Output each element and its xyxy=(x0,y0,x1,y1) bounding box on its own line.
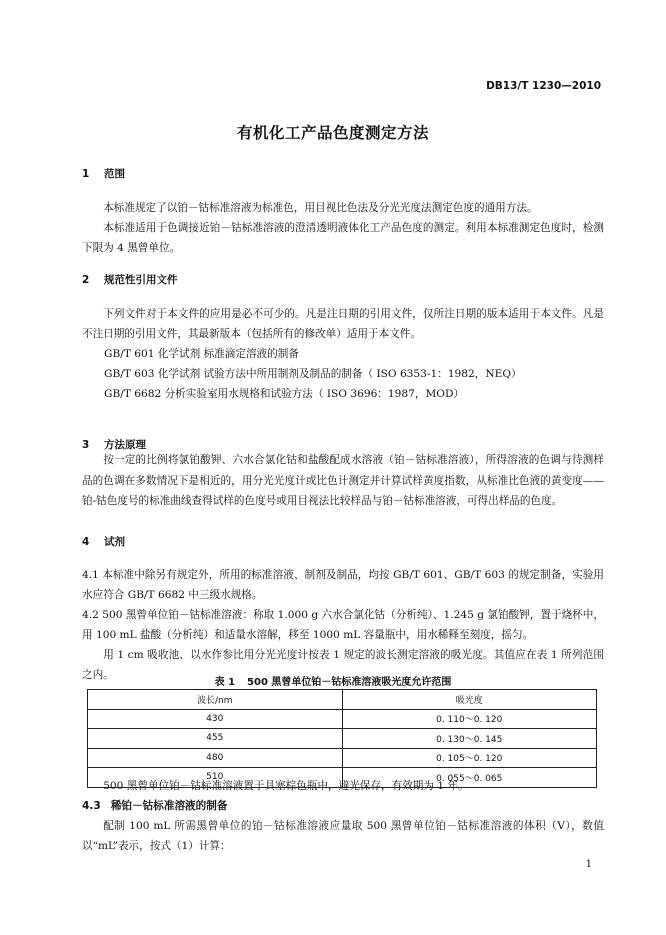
section-title: 方法原理 xyxy=(104,439,146,451)
clause-title: 稀铂－钴标准溶液的制备 xyxy=(110,800,228,812)
clause-4-3-paragraph: 配制 100 mL 所需黑曾单位的铂－钴标准溶液应量取 500 黑曾单位铂－钴标准溶液的体积（V），数值以“mL”表示，按式（1）计算： xyxy=(82,820,604,852)
wavelength-cell: 510 xyxy=(88,768,343,788)
standard-code: DB13/T 1230—2010 xyxy=(486,80,601,92)
absorbance-cell: 0. 105～0. 120 xyxy=(342,748,597,768)
page-number: 1 xyxy=(585,859,592,870)
section-2-paragraph: 下列文件对于本文件的应用是必不可少的。凡是注日期的引用文件，仅所注日期的版本适用于本文件。凡是不注日期的引用文件，其最新版本（包括所有的修改单）适用于本文件。 xyxy=(82,308,604,340)
clause-4-3-heading xyxy=(82,796,604,816)
section-2-heading xyxy=(82,272,178,287)
reference-item: GB/T 603 化学试剂 试验方法中所用制剂及制品的制备（ ISO 6353-1：1982，NEQ） xyxy=(104,368,522,380)
column-header-wavelength: 波长/nm xyxy=(88,690,343,710)
clause-4-2-measurement: 用 1 cm 吸收池、以水作参比用分光光度计按表 1 规定的波长测定溶液的吸光度。其值应在表 1 所列范围之内。 xyxy=(82,649,604,681)
section-number: 2 xyxy=(82,274,90,286)
section-1-paragraph-1: 本标准规定了以铂－钴标准溶液为标准色，用目视比色法及分光光度法测定色度的通用方法。 xyxy=(103,202,538,214)
section-3-paragraph: 按一定的比例将氯铂酸钾、六水合氯化钴和盐酸配成水溶液（铂－钴标准溶液），所得溶液的色调与待测样品的色调在多数情况下是相近的，用分光光度计或比色计测定并计算试样黄度指数，从标准比色液的黄变度——铂-钴色度号的标准曲线查得试样的色度号或用目视法比较样品与铂－钴标准溶液，可得出样品的色度。 xyxy=(82,454,604,507)
absorbance-cell: 0. 055～0. 065 xyxy=(342,768,597,788)
reference-item: GB/T 601 化学试剂 标准滴定溶液的制备 xyxy=(104,348,299,360)
clause-number: 4.3 xyxy=(82,800,101,812)
section-number: 4 xyxy=(82,536,90,548)
absorbance-table xyxy=(87,689,597,788)
absorbance-cell: 0. 110～0. 120 xyxy=(342,709,597,729)
table-label: 表 1 xyxy=(214,677,236,688)
section-title: 范围 xyxy=(104,168,125,180)
clause-4-2: 4.2 500 黑曾单位铂－钴标准溶液：称取 1.000 g 六水合氯化钴（分析纯）、1.245 g 氯铂酸钾，置于烧杯中，用 100 mL 盐酸（分析纯）和适量水溶解，移至 1000 mL 容量瓶中，用水稀释至刻度，摇匀。 xyxy=(82,609,604,641)
table-header-row xyxy=(88,690,597,710)
wavelength-cell: 455 xyxy=(88,729,343,749)
document-title: 有机化工产品色度测定方法 xyxy=(236,124,429,142)
section-1-heading xyxy=(82,166,125,181)
section-title: 规范性引用文件 xyxy=(104,274,178,286)
section-1-paragraph-2: 本标准适用于色调接近铂－钴标准溶液的澄清透明液体化工产品色度的测定。利用本标准测定色度时，检测下限为 4 黑曾单位。 xyxy=(82,222,604,254)
storage-note: 500 黑曾单位铂－钴标准溶液置于具塞棕色瓶中，避光保存，有效期为 1 年。 xyxy=(103,780,469,792)
table-1-caption xyxy=(0,673,666,688)
wavelength-cell: 480 xyxy=(88,748,343,768)
table-row xyxy=(88,748,597,768)
reference-item: GB/T 6682 分析实验室用水规格和试验方法（ ISO 3696：1987，MOD） xyxy=(104,388,465,400)
table-row xyxy=(88,729,597,749)
table-caption-text: 500 黑曾单位铂－钴标准溶液吸光度允许范围 xyxy=(247,677,452,688)
section-number: 1 xyxy=(82,168,90,180)
column-header-absorbance: 吸光度 xyxy=(342,690,597,710)
section-4-heading xyxy=(82,534,125,549)
section-number: 3 xyxy=(82,439,90,451)
clause-4-1: 4.1 本标准中除另有规定外，所用的标准溶液、制剂及制品，均按 GB/T 601、GB/T 603 的规定制备，实验用水应符合 GB/T 6682 中三级水规格。 xyxy=(82,569,604,601)
table-row xyxy=(88,709,597,729)
section-title: 试剂 xyxy=(104,536,125,548)
absorbance-cell: 0. 130～0. 145 xyxy=(342,729,597,749)
wavelength-cell: 430 xyxy=(88,709,343,729)
